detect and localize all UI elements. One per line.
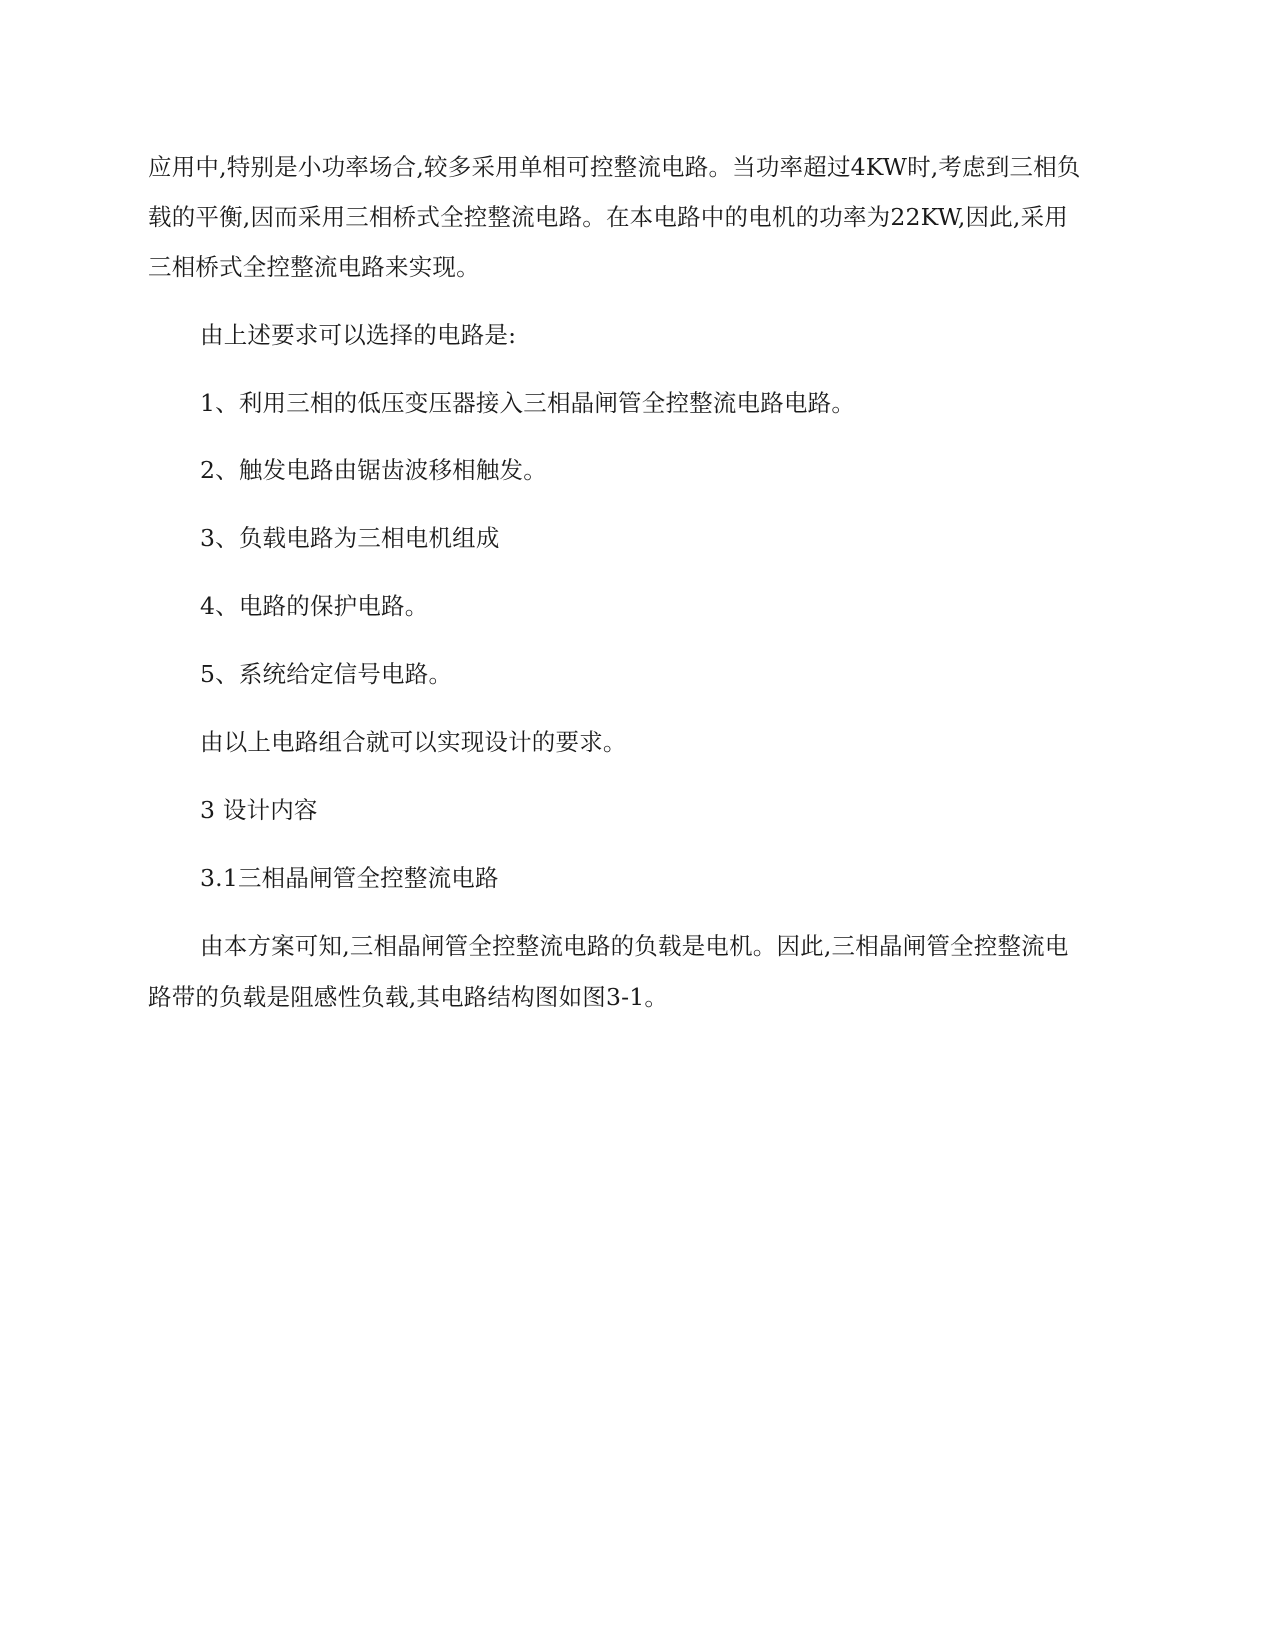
requirement-item-1: 1、利用三相的低压变压器接入三相晶闸管全控整流电路电路。 [200,389,856,417]
selection-intro: 由上述要求可以选择的电路是: [200,321,517,349]
conclusion-sentence: 由以上电路组合就可以实现设计的要求。 [200,728,627,756]
intro-paragraph-line-2: 载的平衡,因而采用三相桥式全控整流电路。在本电路中的电机的功率为22KW,因此,采用 [148,203,1068,231]
intro-paragraph-line-3: 三相桥式全控整流电路来实现。 [148,253,480,281]
final-paragraph-line-2: 路带的负载是阻感性负载,其电路结构图如图3-1。 [148,983,669,1011]
subsection-heading: 3.1三相晶闸管全控整流电路 [200,864,499,892]
requirement-item-4: 4、电路的保护电路。 [200,592,429,620]
intro-paragraph-line-1: 应用中,特别是小功率场合,较多采用单相可控整流电路。当功率超过4KW时,考虑到三相负 [148,153,1081,181]
requirement-item-3: 3、负载电路为三相电机组成 [200,524,500,552]
requirement-item-2: 2、触发电路由锯齿波移相触发。 [200,456,547,484]
final-paragraph-line-1: 由本方案可知,三相晶闸管全控整流电路的负载是电机。因此,三相晶闸管全控整流电 [200,932,1069,960]
requirement-item-5: 5、系统给定信号电路。 [200,660,453,688]
section-heading: 3 设计内容 [200,796,318,824]
